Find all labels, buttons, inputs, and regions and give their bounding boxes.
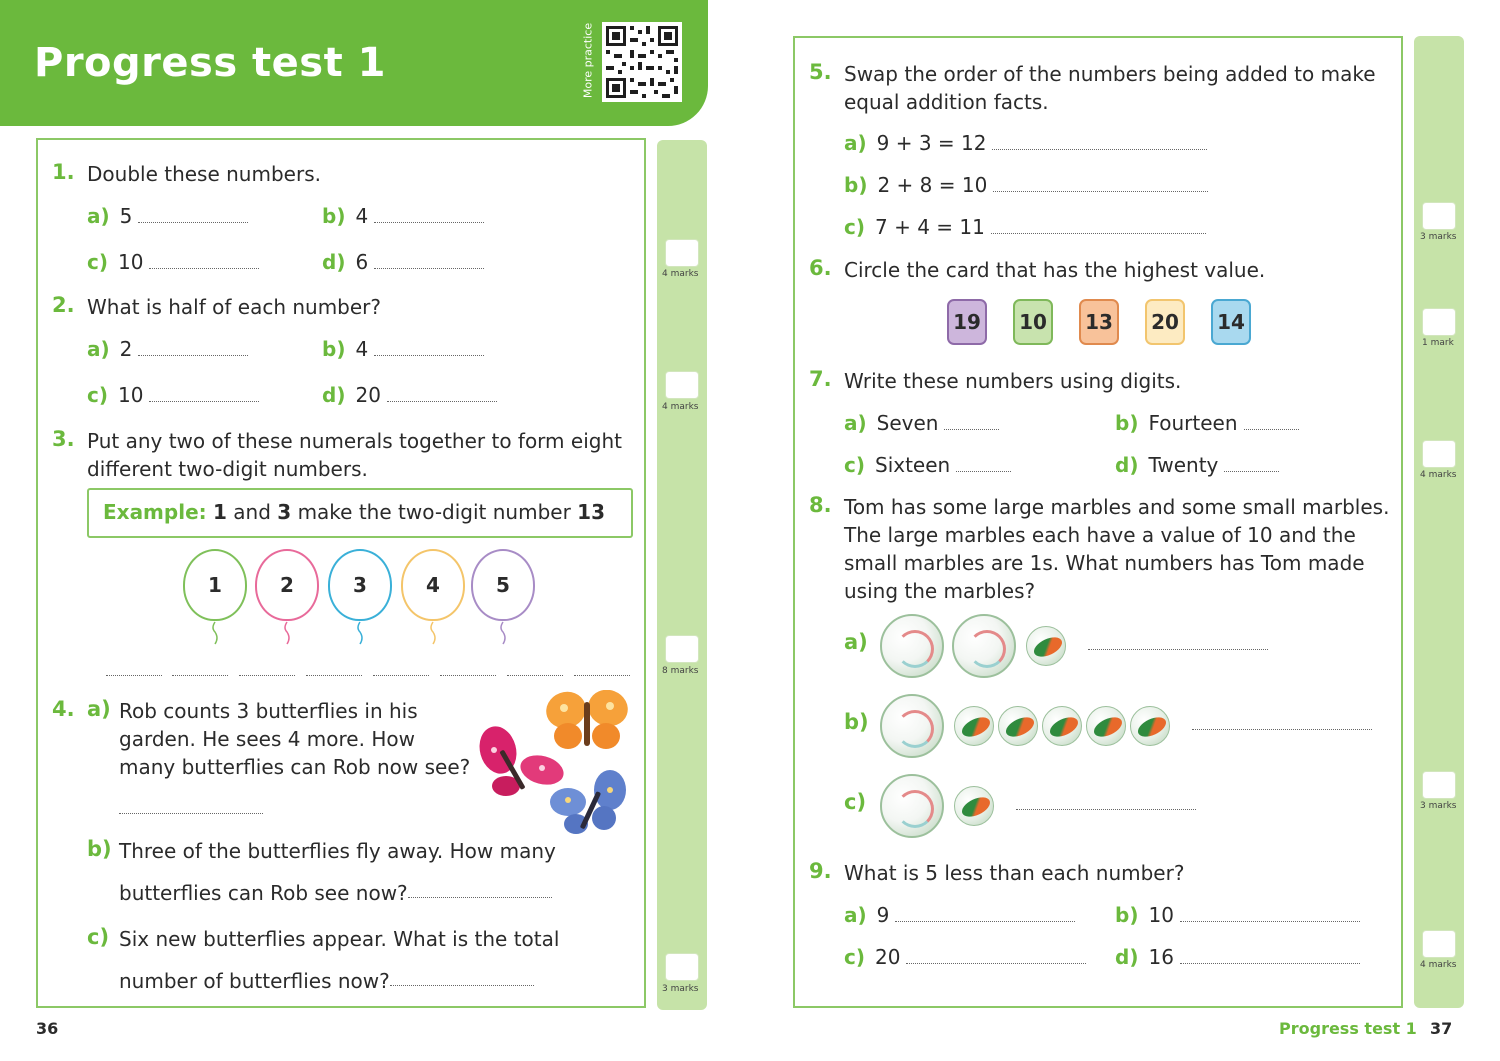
large-marble-icon <box>880 774 944 838</box>
left-page-number: 36 <box>36 1019 59 1038</box>
q9-number: 9. <box>809 859 832 883</box>
q4c-text-1: Six new butterflies appear. What is the total <box>119 927 560 951</box>
q1-marks-box[interactable] <box>665 239 699 267</box>
q3-answer-line-7[interactable] <box>507 674 563 676</box>
q1-item-b[interactable]: b) 4 <box>322 202 484 230</box>
q4a-text: Rob counts 3 butterflies in his garden. He sees 4 more. How many butterflies can Rob now see? <box>119 699 471 779</box>
q4b-text-2: butterflies can Rob see now? <box>119 881 408 905</box>
q2-item-b[interactable]: b) 4 <box>322 335 484 363</box>
q8-marks-label: 3 marks <box>1420 801 1457 811</box>
number-card-20[interactable]: 20 <box>1145 299 1185 345</box>
footer-title: Progress test 1 <box>1279 1019 1417 1038</box>
q1-item-c[interactable]: c) 10 <box>87 248 259 276</box>
q5-item-b[interactable]: b) 2 + 8 = 10 <box>844 171 1208 199</box>
balloon-4: 4 <box>401 549 465 621</box>
q8-answer-line[interactable] <box>1088 648 1268 650</box>
q3-answer-line-1[interactable] <box>106 674 162 676</box>
q8-answer-line[interactable] <box>1016 808 1196 810</box>
small-marble-icon <box>1026 626 1066 666</box>
q7-marks-box[interactable] <box>1422 440 1456 468</box>
q1-item-d[interactable]: d) 6 <box>322 248 484 276</box>
butterflies-illustration <box>476 690 636 840</box>
q4a-answer-line[interactable] <box>119 812 263 814</box>
q6-text: Circle the card that has the highest value. <box>844 258 1266 282</box>
q7-text: Write these numbers using digits. <box>844 369 1182 393</box>
q3-number: 3. <box>52 427 75 451</box>
q8-row-letter: c) <box>844 790 867 814</box>
large-marble-icon <box>952 614 1016 678</box>
q4c-text-2: number of butterflies now? <box>119 969 390 993</box>
q6-marks-label: 1 mark <box>1422 338 1454 348</box>
q9-marks-box[interactable] <box>1422 930 1456 958</box>
q9-text: What is 5 less than each number? <box>844 861 1185 885</box>
balloon-5: 5 <box>471 549 535 621</box>
q4a-letter: a) <box>87 697 111 721</box>
q9-marks-label: 4 marks <box>1420 960 1457 970</box>
q5-text: Swap the order of the numbers being added to make equal addition facts. <box>844 62 1376 114</box>
q4b-letter: b) <box>87 837 112 861</box>
q3-answer-line-3[interactable] <box>239 674 295 676</box>
q3-answer-line-2[interactable] <box>172 674 228 676</box>
q2-item-c[interactable]: c) 10 <box>87 381 259 409</box>
q8-marks-box[interactable] <box>1422 771 1456 799</box>
q8-answer-line[interactable] <box>1192 728 1372 730</box>
small-marble-icon <box>954 786 994 826</box>
right-marks-strip <box>1414 36 1464 1008</box>
q7-item-c[interactable]: c) Sixteen <box>844 451 1011 479</box>
q8-text: Tom has some large marbles and some small marbles. The large marbles each have a value of 10 and the small marbles are 1s. What numbers has Tom made using the marbles? <box>844 495 1390 603</box>
q8-row-letter: b) <box>844 710 869 734</box>
q2-item-a[interactable]: a) 2 <box>87 335 248 363</box>
right-page-number: 37 <box>1430 1019 1453 1038</box>
balloon-strings <box>180 620 540 648</box>
q2-item-d[interactable]: d) 20 <box>322 381 497 409</box>
small-marble-icon <box>1042 706 1082 746</box>
q5-item-c[interactable]: c) 7 + 4 = 11 <box>844 213 1206 241</box>
q7-item-b[interactable]: b) Fourteen <box>1115 409 1299 437</box>
small-marble-icon <box>998 706 1038 746</box>
q5-marks-label: 3 marks <box>1420 232 1457 242</box>
q3-text: Put any two of these numerals together to form eight different two-digit numbers. <box>87 429 622 481</box>
blue-butterfly-icon <box>550 770 626 834</box>
balloon-3: 3 <box>328 549 392 621</box>
q7-marks-label: 4 marks <box>1420 470 1457 480</box>
q9-item-c[interactable]: c) 20 <box>844 943 1086 971</box>
number-card-14[interactable]: 14 <box>1211 299 1251 345</box>
q1-number: 1. <box>52 160 75 184</box>
q4-marks-box[interactable] <box>665 953 699 981</box>
pink-butterfly-icon <box>476 722 567 796</box>
q1-text: Double these numbers. <box>87 162 321 186</box>
number-card-13[interactable]: 13 <box>1079 299 1119 345</box>
q4b-answer-line[interactable] <box>408 896 552 898</box>
q3-example-label: Example: <box>103 500 207 524</box>
q7-item-a[interactable]: a) Seven <box>844 409 999 437</box>
number-card-10[interactable]: 10 <box>1013 299 1053 345</box>
q3-marks-label: 8 marks <box>662 666 699 676</box>
q3-answer-line-4[interactable] <box>306 674 362 676</box>
q9-item-d[interactable]: d) 16 <box>1115 943 1360 971</box>
balloon-1: 1 <box>183 549 247 621</box>
qr-code-icon[interactable] <box>602 22 682 102</box>
q4c-answer-line[interactable] <box>390 984 534 986</box>
q6-number: 6. <box>809 256 832 280</box>
qr-caption: More practice <box>581 22 595 99</box>
q7-item-d[interactable]: d) Twenty <box>1115 451 1279 479</box>
q2-marks-label: 4 marks <box>662 402 699 412</box>
q4-marks-label: 3 marks <box>662 984 699 994</box>
q2-marks-box[interactable] <box>665 371 699 399</box>
small-marble-icon <box>1086 706 1126 746</box>
q7-number: 7. <box>809 367 832 391</box>
q1-item-a[interactable]: a) 5 <box>87 202 248 230</box>
q4b-text-1: Three of the butterflies fly away. How many <box>119 839 556 863</box>
small-marble-icon <box>1130 706 1170 746</box>
page-title: Progress test 1 <box>34 40 386 86</box>
q3-answer-line-6[interactable] <box>440 674 496 676</box>
q4-number: 4. <box>52 697 75 721</box>
q5-number: 5. <box>809 60 832 84</box>
q9-item-b[interactable]: b) 10 <box>1115 901 1360 929</box>
number-card-19[interactable]: 19 <box>947 299 987 345</box>
q5-item-a[interactable]: a) 9 + 3 = 12 <box>844 129 1207 157</box>
q6-marks-box[interactable] <box>1422 308 1456 336</box>
large-marble-icon <box>880 694 944 758</box>
balloon-2: 2 <box>255 549 319 621</box>
small-marble-icon <box>954 706 994 746</box>
q3-marks-box[interactable] <box>665 635 699 663</box>
q3-answer-line-8[interactable] <box>574 674 630 676</box>
q9-item-a[interactable]: a) 9 <box>844 901 1075 929</box>
q3-example-text: Example: 1 and 3 make the two-digit number 13 <box>103 500 605 524</box>
q1-marks-label: 4 marks <box>662 269 699 279</box>
q4c-letter: c) <box>87 925 110 949</box>
large-marble-icon <box>880 614 944 678</box>
orange-butterfly-icon <box>541 690 633 749</box>
q8-row-letter: a) <box>844 630 868 654</box>
q3-answer-line-5[interactable] <box>373 674 429 676</box>
q8-number: 8. <box>809 493 832 517</box>
q5-marks-box[interactable] <box>1422 202 1456 230</box>
q2-number: 2. <box>52 293 75 317</box>
q2-text: What is half of each number? <box>87 295 382 319</box>
